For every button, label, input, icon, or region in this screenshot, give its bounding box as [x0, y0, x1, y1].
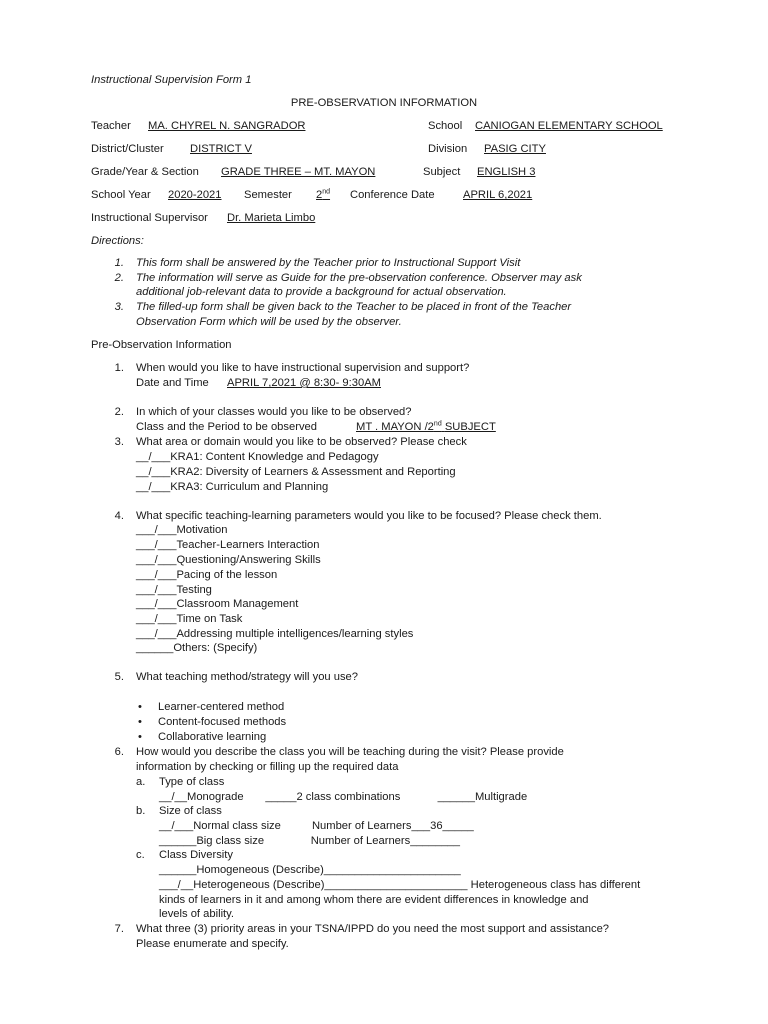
type-of-class-options: __/__Monograde _____2 class combinations ______Multigrade [159, 791, 528, 803]
sub-letter: a. [136, 776, 146, 788]
question-number: 5. [114, 671, 124, 683]
big-class-size-row: ______Big class size Number of Learners________ [159, 835, 460, 847]
kra-option: __/___KRA1: Content Knowledge and Pedagogy [136, 451, 379, 463]
parameter-option: ___/___Testing [136, 584, 212, 596]
question-7-text: What three (3) priority areas in your TSNA/IPPD do you need the most support and assistance? [136, 923, 610, 935]
size-of-class-label: Size of class [159, 805, 222, 817]
class-period-label: Class and the Period to be observed [136, 421, 317, 433]
question-6-text-cont: information by checking or filling up the required data [136, 761, 399, 773]
heterogeneous-description-cont: levels of ability. [159, 908, 235, 920]
direction-number: 1. [114, 257, 124, 269]
direction-item-3: The filled-up form shall be given back to the Teacher to be placed in front of the Teacher [136, 301, 572, 313]
class-diversity-label: Class Diversity [159, 849, 233, 861]
bullet-icon: • [138, 716, 142, 728]
division-label: Division [428, 143, 468, 155]
heterogeneous-description: kinds of learners in it and among whom there are evident differences in knowledge and [159, 894, 589, 906]
form-title: PRE-OBSERVATION INFORMATION [290, 97, 478, 109]
semester-value: 2nd [316, 188, 331, 201]
school-value: CANIOGAN ELEMENTARY SCHOOL [475, 120, 663, 132]
parameter-option: ___/___Classroom Management [136, 598, 299, 610]
question-7-text-cont: Please enumerate and specify. [136, 938, 289, 950]
normal-class-size-row: __/___Normal class size Number of Learners___36_____ [159, 820, 474, 832]
section-title: Pre-Observation Information [91, 339, 232, 351]
parameter-option: ___/___Addressing multiple intelligences/learning styles [136, 628, 414, 640]
teacher-value: MA. CHYREL N. SANGRADOR [148, 120, 306, 132]
date-time-value: APRIL 7,2021 @ 8:30- 9:30AM [227, 377, 381, 389]
question-number: 4. [114, 510, 124, 522]
method-item: Learner-centered method [158, 701, 285, 713]
parameter-option: ___/___Time on Task [136, 613, 243, 625]
school-year-label: School Year [91, 189, 151, 201]
question-1-text: When would you like to have instructional supervision and support? [136, 362, 470, 374]
question-4-text: What specific teaching-learning parameters would you like to be focused? Please check them. [136, 510, 602, 522]
grade-value: GRADE THREE – MT. MAYON [221, 166, 376, 178]
parameter-option: ___/___Motivation [136, 524, 228, 536]
grade-label: Grade/Year & Section [91, 166, 199, 178]
question-5-text: What teaching method/strategy will you use? [136, 671, 359, 683]
school-label: School [428, 120, 463, 132]
question-number: 2. [114, 406, 124, 418]
form-label: Instructional Supervision Form 1 [91, 74, 252, 86]
method-item: Content-focused methods [158, 716, 287, 728]
heterogeneous-row: ___/__Heterogeneous (Describe)_______________________ Heterogeneous class has different [159, 879, 641, 891]
bullet-icon: • [138, 731, 142, 743]
directions-heading: Directions: [91, 235, 144, 247]
supervisor-label: Instructional Supervisor [91, 212, 208, 224]
question-number: 3. [114, 436, 124, 448]
class-period-value: MT . MAYON /2nd SUBJECT [356, 420, 496, 433]
parameter-option: ___/___Teacher-Learners Interaction [136, 539, 320, 551]
kra-option: __/___KRA2: Diversity of Learners & Assessment and Reporting [136, 466, 456, 478]
kra-option: __/___KRA3: Curriculum and Planning [136, 481, 329, 493]
sub-letter: b. [136, 805, 146, 817]
sub-letter: c. [136, 849, 145, 861]
method-item: Collaborative learning [158, 731, 267, 743]
direction-number: 2. [114, 272, 124, 284]
question-number: 7. [114, 923, 124, 935]
parameter-option: ______Others: (Specify) [136, 642, 258, 654]
conference-date-value: APRIL 6,2021 [463, 189, 533, 201]
supervisor-value: Dr. Marieta Limbo [227, 212, 316, 224]
division-value: PASIG CITY [484, 143, 546, 155]
type-of-class-label: Type of class [159, 776, 225, 788]
homogeneous-row: ______Homogeneous (Describe)______________________ [159, 864, 461, 876]
direction-item-2-cont: additional job-relevant data to provide a background for actual observation. [136, 286, 507, 298]
subject-label: Subject [423, 166, 461, 178]
teacher-label: Teacher [91, 120, 131, 132]
date-time-label: Date and Time [136, 377, 209, 389]
conference-date-label: Conference Date [350, 189, 435, 201]
subject-value: ENGLISH 3 [477, 166, 536, 178]
direction-number: 3. [114, 301, 124, 313]
district-value: DISTRICT V [190, 143, 252, 155]
question-number: 1. [114, 362, 124, 374]
parameter-option: ___/___Questioning/Answering Skills [136, 554, 321, 566]
school-year-value: 2020-2021 [168, 189, 222, 201]
direction-item-2: The information will serve as Guide for the pre-observation conference. Observer may ask [136, 272, 582, 284]
semester-label: Semester [244, 189, 292, 201]
question-3-text: What area or domain would you like to be observed? Please check [136, 436, 467, 448]
direction-item-3-cont: Observation Form which will be used by the observer. [136, 316, 402, 328]
parameter-option: ___/___Pacing of the lesson [136, 569, 278, 581]
question-6-text: How would you describe the class you will be teaching during the visit? Please provide [136, 746, 564, 758]
direction-item-1: This form shall be answered by the Teacher prior to Instructional Support Visit [136, 257, 521, 269]
district-label: District/Cluster [91, 143, 164, 155]
question-number: 6. [114, 746, 124, 758]
bullet-icon: • [138, 701, 142, 713]
question-2-text: In which of your classes would you like to be observed? [136, 406, 412, 418]
